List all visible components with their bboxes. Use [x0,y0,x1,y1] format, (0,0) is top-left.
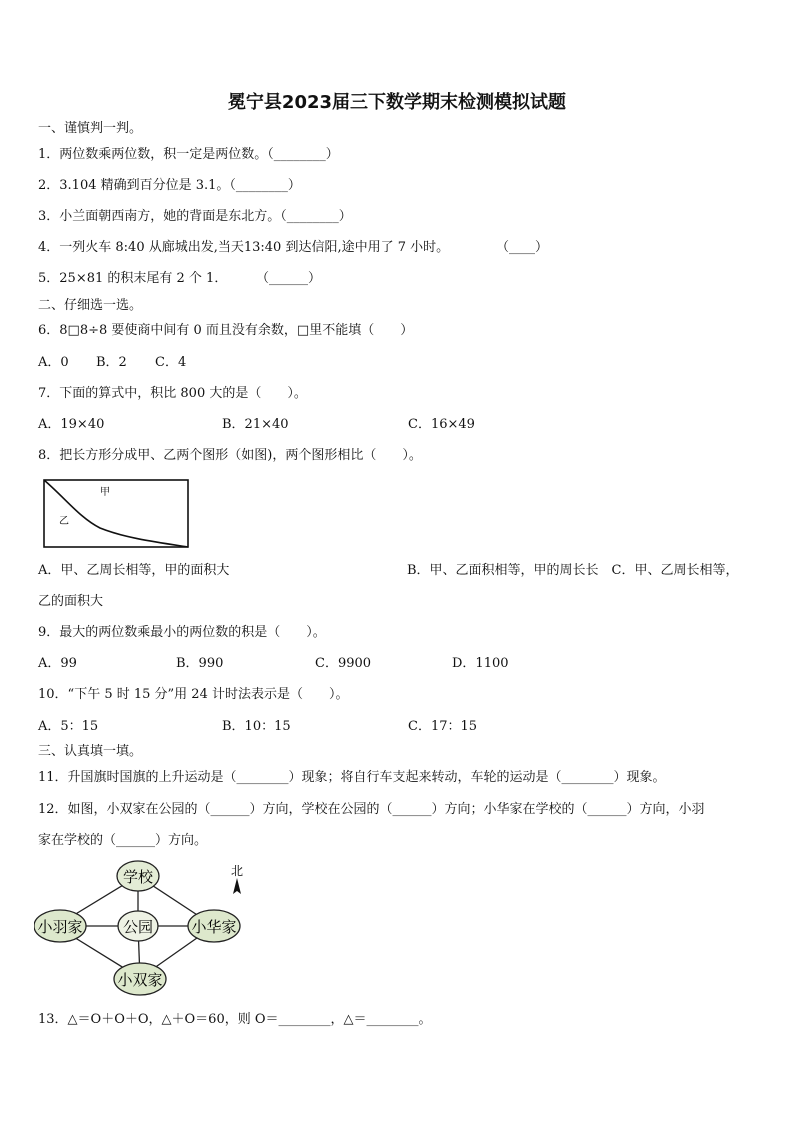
label-jia: 甲 [100,487,110,498]
question-5: 5．25×81 的积末尾有 2 个 1． [38,271,228,286]
question-7-option-c: C．16×49 [408,417,475,432]
rectangle-figure [40,476,192,552]
label-xiaoyu: 小羽家 [37,918,83,936]
question-1: 1．两位数乘两位数，积一定是两位数。（________） [38,147,339,162]
rectangle-outline [44,480,188,547]
question-10-option-c: C．17：15 [408,719,478,734]
question-9-option-c: C．9900 [315,656,372,671]
question-6-option-b: B．2 [96,355,127,370]
north-label: 北 [230,864,244,878]
question-3: 3．小兰面朝西南方，她的背面是东北方。（________） [38,209,352,224]
question-4: 4．一列火车 8:40 从廊城出发,当天13:40 到达信阳,途中用了 7 小时。 [38,240,450,255]
question-9-option-d: D．1100 [452,656,509,671]
label-xiaohua: 小华家 [191,918,237,936]
question-10-option-b: B．10：15 [222,719,291,734]
question-6: 6．8□8÷8 要使商中间有 0 而且没有余数，□里不能填（ ） [38,323,414,338]
question-6-option-a: A．0 [38,355,69,370]
page-title: 冕宁县2023届三下数学期末检测模拟试题 [227,92,567,113]
dividing-curve [44,480,188,547]
section-1-heading: 一、谨慎判一判。 [38,121,143,136]
question-2: 2．3.104 精确到百分位是 3.1。（________） [38,178,301,193]
north-arrow-icon [233,878,241,894]
label-yi: 乙 [59,516,69,527]
label-xiaoshuang: 小双家 [117,971,163,989]
question-11: 11．升国旗时国旗的上升运动是（________）现象；将自行车支起来转动，车轮的运动是（________）现象。 [38,770,666,785]
question-8-option-b-c: B．甲、乙面积相等，甲的周长长 C．甲、乙周长相等， [407,563,739,578]
section-2-heading: 二、仔细选一选。 [38,298,143,313]
question-9-option-b: B．990 [176,656,224,671]
label-school: 学校 [122,868,154,886]
question-9: 9．最大的两位数乘最小的两位数的积是（ ）。 [38,625,326,640]
question-7-option-a: A．19×40 [38,417,105,432]
direction-map [34,856,254,998]
question-8-option-a: A．甲、乙周长相等，甲的面积大 [38,563,230,578]
label-park: 公园 [122,918,154,936]
question-5-blank: （______） [256,271,322,286]
question-7: 7．下面的算式中，积比 800 大的是（ ）。 [38,386,307,401]
question-13: 13．△＝O＋O＋O，△＋O＝60，则 O＝________，△＝________。 [38,1012,432,1027]
question-12-line-1: 12．如图，小双家在公园的（______）方向，学校在公园的（______）方向；小华家在学校的（______）方向，小羽 [38,802,705,817]
question-9-option-a: A．99 [38,656,77,671]
question-10-option-a: A．5：15 [38,719,99,734]
question-7-option-b: B．21×40 [222,417,289,432]
question-8-option-c-continued: 乙的面积大 [38,594,104,609]
question-6-option-c: C．4 [155,355,187,370]
question-4-blank: （____） [496,240,549,255]
question-8: 8．把长方形分成甲、乙两个图形（如图)，两个图形相比（ ）。 [38,448,422,463]
question-10: 10．“下午 5 时 15 分”用 24 计时法表示是（ ）。 [38,687,349,702]
question-12-line-2: 家在学校的（______）方向。 [38,833,208,848]
section-3-heading: 三、认真填一填。 [38,744,143,759]
